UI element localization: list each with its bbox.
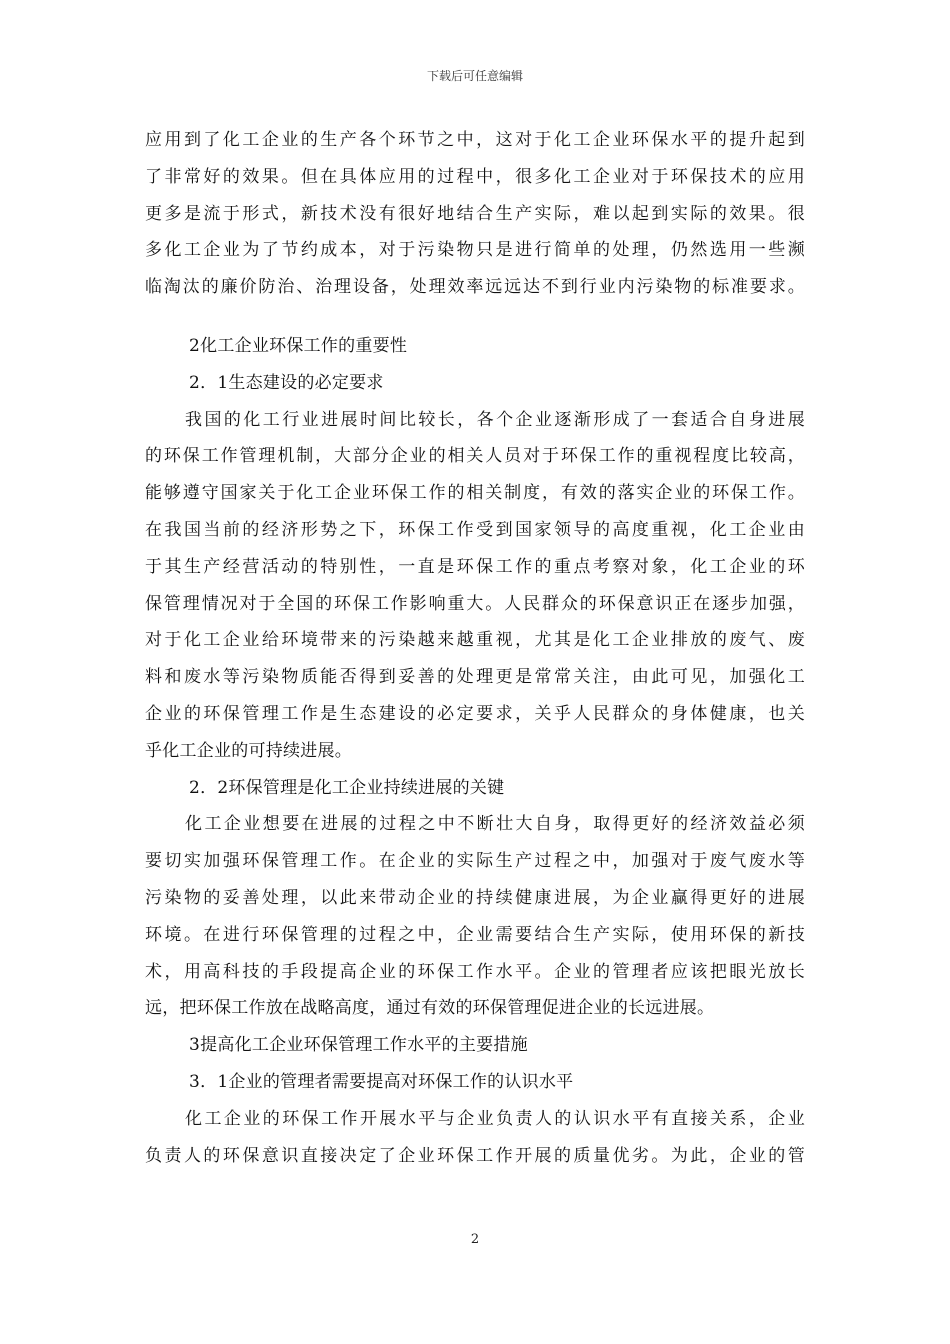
text-line: 术，用高科技的手段提高企业的环保工作水平。企业的管理者应该把眼光放长 [145,961,805,982]
text-line: 的环保工作管理机制，大部分企业的相关人员对于环保工作的重视程度比较高， [145,446,805,467]
paragraph-continuation [145,122,805,306]
text-line: 对于化工企业给环境带来的污染越来越重视，尤其是化工企业排放的废气、废 [145,630,805,651]
section-heading: 3提高化工企业环保管理工作水平的主要措施 [189,1035,528,1056]
text-line: 多化工企业为了节约成本，对于污染物只是进行简单的处理，仍然选用一些濒 [145,240,805,261]
text-line: 能够遵守国家关于化工企业环保工作的相关制度，有效的落实企业的环保工作。 [145,483,805,504]
text-line: 了非常好的效果。但在具体应用的过程中，很多化工企业对于环保技术的应用 [145,166,805,187]
text-line: 在我国当前的经济形势之下，环保工作受到国家领导的高度重视，化工企业由 [145,519,805,540]
paragraph [145,806,805,1027]
text-line: 乎化工企业的可持续进展。 [145,740,352,761]
text-line: 化工企业想要在进展的过程之中不断壮大自身，取得更好的经济效益必须 [185,814,805,835]
text-line: 要切实加强环保管理工作。在企业的实际生产过程之中，加强对于废气废水等 [145,851,805,872]
paragraph [145,402,805,770]
text-line: 企业的环保管理工作是生态建设的必定要求，关乎人民群众的身体健康，也关 [145,703,805,724]
page-number: 2 [470,1232,480,1247]
section-heading: 2化工企业环保工作的重要性 [189,335,408,356]
document-body [145,122,805,1174]
text-line: 临淘汰的廉价防治、治理设备，处理效率远远达不到行业内污染物的标准要求。 [145,277,805,298]
section-spacer [145,306,805,328]
text-line: 保管理情况对于全国的环保工作影响重大。人民群众的环保意识正在逐步加强， [145,593,805,614]
subsection-heading: 2．1生态建设的必定要求 [189,372,384,393]
text-line: 应用到了化工企业的生产各个环节之中，这对于化工企业环保水平的提升起到 [145,130,805,150]
text-line: 于其生产经营活动的特别性，一直是环保工作的重点考察对象，化工企业的环 [145,556,805,577]
text-line: 料和废水等污染物质能否得到妥善的处理更是常常关注，由此可见，加强化工 [145,667,805,688]
text-line: 污染物的妥善处理，以此来带动企业的持续健康进展，为企业赢得更好的进展 [145,887,805,908]
page-header: 下载后可任意编辑 [426,69,523,83]
text-line: 负责人的环保意识直接决定了企业环保工作开展的质量优劣。为此，企业的管 [145,1145,805,1166]
text-line: 更多是流于形式，新技术没有很好地结合生产实际，难以起到实际的效果。很 [145,203,805,224]
paragraph [145,1101,805,1175]
text-line: 我国的化工行业进展时间比较长，各个企业逐渐形成了一套适合自身进展 [185,409,805,430]
subsection-heading: 2．2环保管理是化工企业持续进展的关键 [189,777,505,798]
text-line: 化工企业的环保工作开展水平与企业负责人的认识水平有直接关系，企业 [185,1108,805,1129]
subsection-heading: 3．1企业的管理者需要提高对环保工作的认识水平 [189,1071,574,1092]
text-line: 远，把环保工作放在战略高度，通过有效的环保管理促进企业的长远进展。 [145,998,715,1019]
text-line: 环境。在进行环保管理的过程之中，企业需要结合生产实际，使用环保的新技 [145,924,805,945]
